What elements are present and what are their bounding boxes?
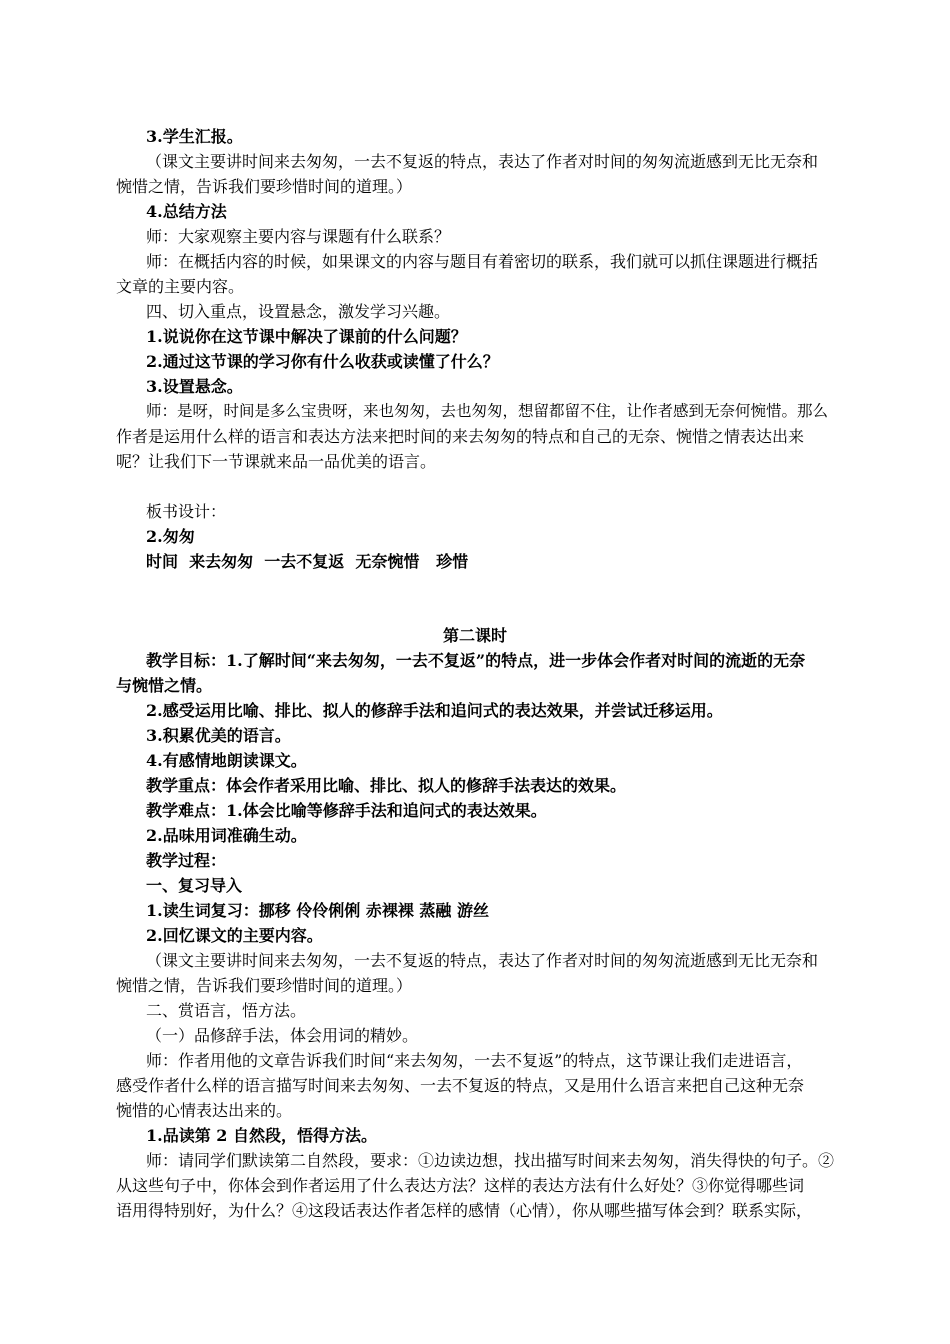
paragraph-line: 师：作者用他的文章告诉我们时间“来去匆匆，一去不复返”的特点，这节课让我们走进语言， [146, 1051, 803, 1070]
section-heading: 3.学生汇报。 [146, 127, 243, 146]
paragraph-line: 与惋惜之情。 [116, 676, 213, 695]
paragraph-line: 呢？让我们下一节课就来品一品优美的语言。 [116, 452, 437, 471]
section-heading: 一、复习导入 [146, 876, 243, 895]
section-heading: 4.总结方法 [146, 202, 227, 221]
list-item: 1.说说你在这节课中解决了课前的什么问题？ [146, 327, 467, 346]
paragraph-line: （课文主要讲时间来去匆匆，一去不复返的特点，表达了作者对时间的匆匆流逝感到无比无奈和 [146, 152, 819, 171]
paragraph-line: （课文主要讲时间来去匆匆，一去不复返的特点，表达了作者对时间的匆匆流逝感到无比无奈和 [146, 951, 819, 970]
list-item: 3.设置悬念。 [146, 377, 243, 396]
section-heading: 二、赏语言，悟方法。 [146, 1001, 307, 1020]
list-item: 1.品读第 2 自然段，悟得方法。 [146, 1126, 377, 1145]
paragraph-line: 惋惜之情，告诉我们要珍惜时间的道理。） [116, 177, 413, 196]
paragraph-line: 惋惜的心情表达出来的。 [116, 1101, 293, 1120]
list-item: 4.有感情地朗读课文。 [146, 751, 307, 770]
paragraph-line: 教学目标：1.了解时间“来去匆匆，一去不复返”的特点，进一步体会作者对时间的流逝的无奈 [146, 651, 806, 670]
list-item: 2.感受运用比喻、排比、拟人的修辞手法和追问式的表达效果，并尝试迁移运用。 [146, 701, 723, 720]
paragraph-line: 语用得特别好，为什么？④这段话表达作者怎样的感情（心情），你从哪些描写体会到？联系实际， [116, 1201, 813, 1220]
list-item: 2.回忆课文的主要内容。 [146, 926, 323, 945]
paragraph-line: 师：大家观察主要内容与课题有什么联系？ [146, 227, 451, 246]
paragraph-line: 师：是呀，时间是多么宝贵呀，来也匆匆，去也匆匆，想留都留不住，让作者感到无奈何惋惜。那么 [146, 402, 829, 420]
board-design-content: 时间 来去匆匆 一去不复返 无奈惋惜 珍惜 [146, 552, 469, 571]
paragraph-line: 作者是运用什么样的语言和表达方法来把时间的来去匆匆的特点和自己的无奈、惋惜之情表达出来 [116, 427, 805, 446]
paragraph-line: 文章的主要内容。 [116, 277, 245, 296]
subsection-heading: （一）品修辞手法，体会用词的精妙。 [146, 1026, 419, 1045]
list-item: 2.通过这节课的学习你有什么收获或读懂了什么？ [146, 352, 499, 371]
list-item: 2.品味用词准确生动。 [146, 826, 307, 845]
paragraph-line: 感受作者什么样的语言描写时间来去匆匆、一去不复返的特点，又是用什么语言来把自己这种无奈 [116, 1076, 805, 1095]
paragraph-line: 师：请同学们默读第二自然段，要求：①边读边想，找出描写时间来去匆匆，消失得快的句子。② [146, 1151, 835, 1170]
lesson-title: 第二课时 [442, 626, 507, 645]
paragraph-line: 教学重点：体会作者采用比喻、排比、拟人的修辞手法表达的效果。 [146, 776, 627, 795]
paragraph-line: 师：在概括内容的时候，如果课文的内容与题目有着密切的联系，我们就可以抓住课题进行概括 [146, 252, 819, 271]
list-item: 1.读生词复习：挪移 伶伶俐俐 赤裸裸 蒸融 游丝 [146, 901, 489, 920]
list-item: 3.积累优美的语言。 [146, 726, 291, 745]
paragraph-line: 教学过程： [146, 851, 227, 870]
paragraph-line: 教学难点：1.体会比喻等修辞手法和追问式的表达效果。 [146, 801, 547, 820]
paragraph-line: 从这些句子中，你体会到作者运用了什么表达方法？这样的表达方法有什么好处？③你觉得哪些词 [116, 1176, 805, 1195]
board-design-title: 2.匆匆 [146, 527, 195, 546]
section-heading: 四、切入重点，设置悬念，激发学习兴趣。 [146, 302, 451, 321]
board-design-label: 板书设计： [146, 502, 227, 521]
paragraph-line: 惋惜之情，告诉我们要珍惜时间的道理。） [116, 976, 413, 995]
